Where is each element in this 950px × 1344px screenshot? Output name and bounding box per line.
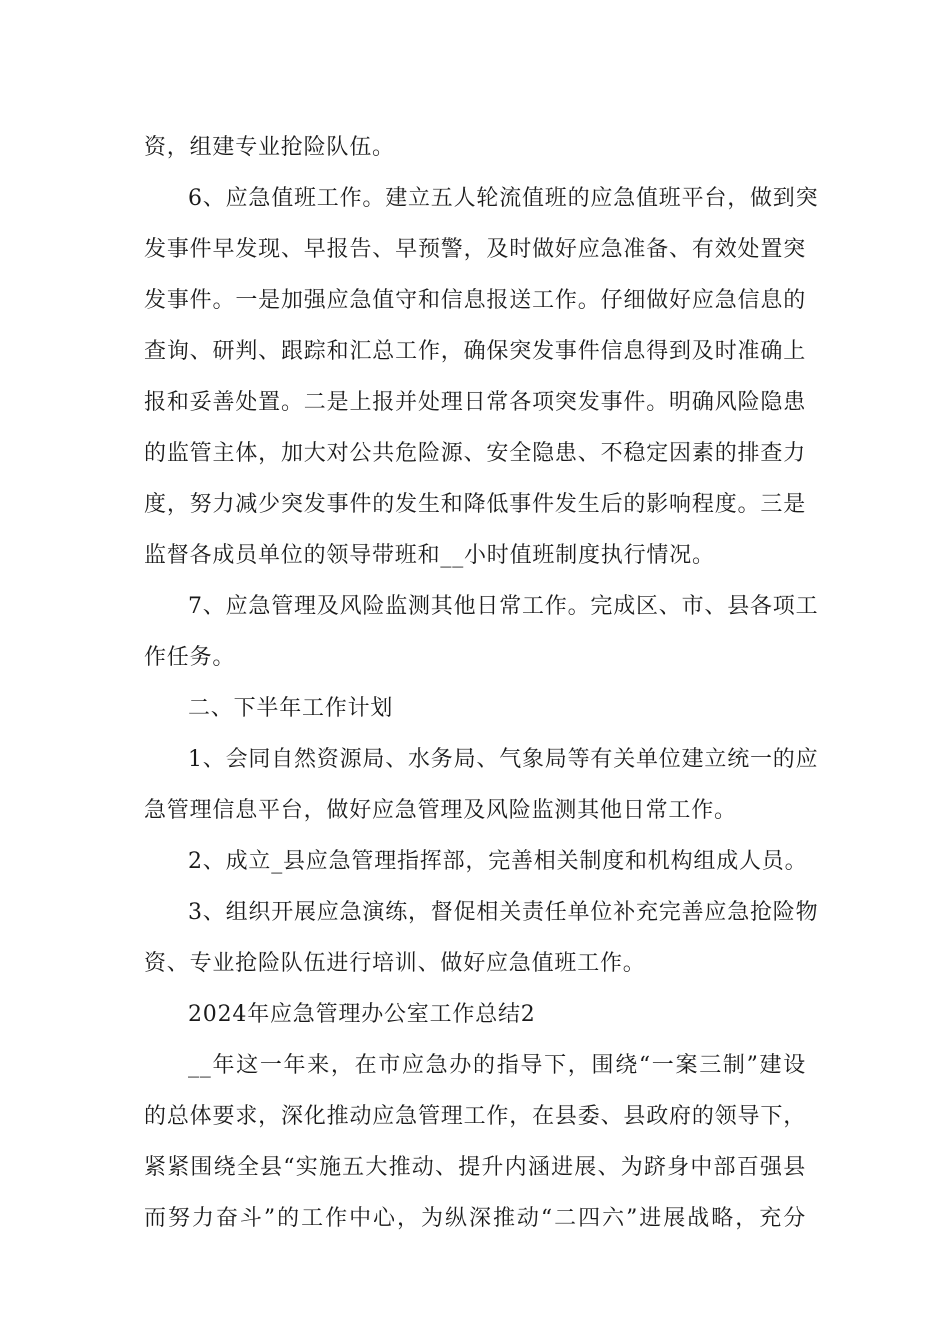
text-line: __年这一年来，在市应急办的指导下，围绕“一案三制”建设	[188, 1053, 806, 1078]
text-line: 度，努力减少突发事件的发生和降低事件发生后的影响程度。三是	[144, 492, 806, 517]
text-line: 6、应急值班工作。建立五人轮流值班的应急值班平台，做到突	[188, 186, 819, 211]
text-line: 发事件早发现、早报告、早预警，及时做好应急准备、有效处置突	[144, 237, 806, 262]
text-line: 二、下半年工作计划	[188, 696, 394, 721]
text-line: 急管理信息平台，做好应急管理及风险监测其他日常工作。	[144, 798, 737, 823]
text-line: 资、专业抢险队伍进行培训、做好应急值班工作。	[144, 951, 646, 976]
text-line: 报和妥善处置。二是上报并处理日常各项突发事件。明确风险隐患	[144, 390, 806, 415]
text-line: 发事件。一是加强应急值守和信息报送工作。仔细做好应急信息的	[144, 288, 806, 313]
text-line: 查询、研判、跟踪和汇总工作，确保突发事件信息得到及时准确上	[144, 339, 806, 364]
text-line: 作任务。	[144, 645, 236, 670]
document-body	[144, 122, 819, 1244]
text-line: 紧紧围绕全县“实施五大推动、提升内涵进展、为跻身中部百强县	[144, 1155, 806, 1180]
text-line: 监督各成员单位的领导带班和__小时值班制度执行情况。	[144, 543, 715, 568]
text-line: 的总体要求，深化推动应急管理工作，在县委、县政府的领导下，	[144, 1104, 806, 1129]
text-line: 而努力奋斗”的工作中心，为纵深推动“二四六”进展战略，充分	[144, 1206, 806, 1231]
text-line: 3、组织开展应急演练，督促相关责任单位补充完善应急抢险物	[188, 900, 819, 925]
text-line: 资，组建专业抢险队伍。	[144, 135, 395, 160]
text-line: 7、应急管理及风险监测其他日常工作。完成区、市、县各项工	[188, 594, 819, 619]
text-line: 1、会同自然资源局、水务局、气象局等有关单位建立统一的应	[188, 747, 819, 772]
text-line: 2、成立_县应急管理指挥部，完善相关制度和机构组成人员。	[188, 849, 808, 874]
text-line: 2024年应急管理办公室工作总结2	[188, 1002, 536, 1027]
text-line: 的监管主体，加大对公共危险源、安全隐患、不稳定因素的排查力	[144, 441, 806, 466]
